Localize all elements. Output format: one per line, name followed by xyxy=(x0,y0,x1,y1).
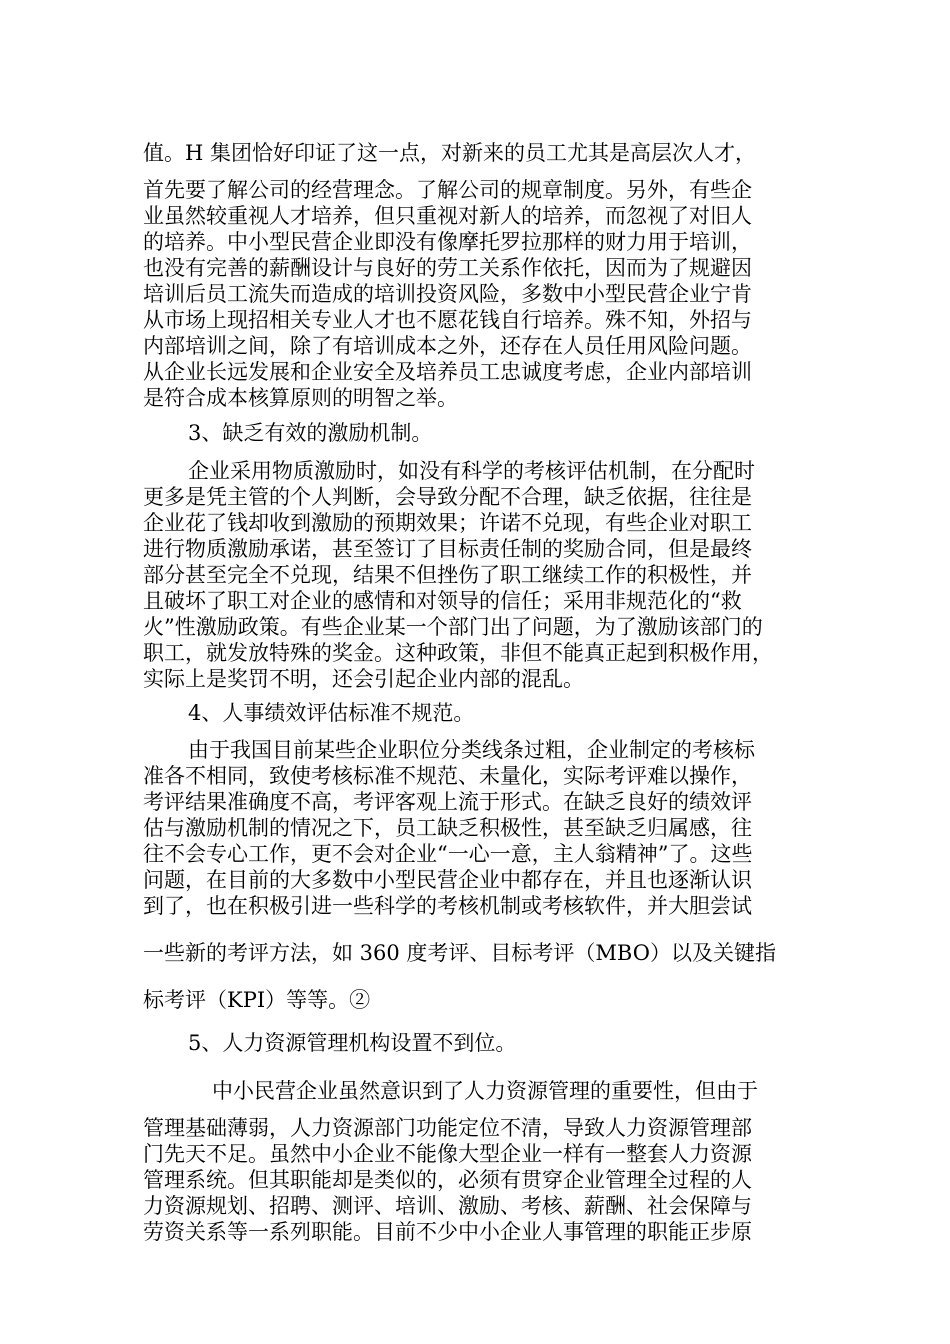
text-line: 估与激励机制的情况之下，员工缺乏积极性，甚至缺乏归属感，往 xyxy=(143,816,752,840)
text-line: 从企业长远发展和企业安全及培养员工忠诚度考虑，企业内部培训 xyxy=(143,360,752,384)
text-line: 管理系统。但其职能却是类似的，必须有贯穿企业管理全过程的人 xyxy=(143,1168,752,1192)
text-line: 更多是凭主管的个人判断，会导致分配不合理，缺乏依据，往往是 xyxy=(143,485,752,509)
text-line: 管理基础薄弱，人力资源部门功能定位不清，导致人力资源管理部 xyxy=(143,1116,752,1140)
text-line: 到了，也在积极引进一些科学的考核机制或考核软件，并大胆尝试 xyxy=(143,894,752,918)
text-line: 业虽然较重视人才培养，但只重视对新人的培养，而忽视了对旧人 xyxy=(143,204,752,228)
text-line: 进行物质激励承诺，甚至签订了目标责任制的奖励合同，但是最终 xyxy=(143,537,752,561)
text-line: 由于我国目前某些企业职位分类线条过粗，企业制定的考核标 xyxy=(188,738,755,762)
text-line: 首先要了解公司的经营理念。了解公司的规章制度。另外，有些企 xyxy=(143,178,752,202)
text-line: 力资源规划、招聘、测评、培训、激励、考核、薪酬、社会保障与 xyxy=(143,1194,752,1218)
section-heading: 3、缺乏有效的激励机制。 xyxy=(188,421,433,445)
text-line: 培训后员工流失而造成的培训投资风险，多数中小型民营企业宁肯 xyxy=(143,282,752,306)
text-line: 是符合成本核算原则的明智之举。 xyxy=(143,386,458,410)
text-line: 准各不相同，致使考核标准不规范、未量化，实际考评难以操作， xyxy=(143,764,752,788)
text-line: 门先天不足。虽然中小企业不能像大型企业一样有一整套人力资源 xyxy=(143,1142,752,1166)
text-line: 考评结果准确度不高，考评客观上流于形式。在缺乏良好的绩效评 xyxy=(143,790,752,814)
text-line: 火”性激励政策。有些企业某一个部门出了问题，为了激励该部门的 xyxy=(143,615,763,639)
text-line: 一些新的考评方法，如 360 度考评、目标考评（MBO）以及关键指 xyxy=(143,941,776,965)
section-heading: 4、人事绩效评估标准不规范。 xyxy=(188,701,475,725)
text-line: 内部培训之间，除了有培训成本之外，还存在人员任用风险问题。 xyxy=(143,334,752,358)
text-line: 从市场上现招相关专业人才也不愿花钱自行培养。殊不知，外招与 xyxy=(143,308,752,332)
text-line: 的培养。中小型民营企业即没有像摩托罗拉那样的财力用于培训， xyxy=(143,230,752,254)
text-line: 也没有完善的薪酬设计与良好的劳工关系作依托，因而为了规避因 xyxy=(143,256,752,280)
text-line: 职工，就发放特殊的奖金。这种政策，非但不能真正起到积极作用， xyxy=(143,641,773,665)
text-line: 中小民营企业虽然意识到了人力资源管理的重要性，但由于 xyxy=(212,1079,758,1103)
section-heading: 5、人力资源管理机构设置不到位。 xyxy=(188,1031,517,1055)
text-line: 往不会专心工作，更不会对企业“一心一意，主人翁精神”了。这些 xyxy=(143,842,753,866)
text-line: 标考评（KPI）等等。② xyxy=(143,988,371,1012)
text-line: 企业采用物质激励时，如没有科学的考核评估机制，在分配时 xyxy=(188,459,755,483)
text-line: 问题，在目前的大多数中小型民营企业中都存在，并且也逐渐认识 xyxy=(143,868,752,892)
text-line: 部分甚至完全不兑现，结果不但挫伤了职工继续工作的积极性，并 xyxy=(143,563,752,587)
text-line: 劳资关系等一系列职能。目前不少中小企业人事管理的职能正步原 xyxy=(143,1220,752,1244)
text-line: 值。H 集团恰好印证了这一点，对新来的员工尤其是高层次人才， xyxy=(143,141,756,165)
text-line: 实际上是奖罚不明，还会引起企业内部的混乱。 xyxy=(143,667,584,691)
text-line: 且破坏了职工对企业的感情和对领导的信任；采用非规范化的“救 xyxy=(143,589,742,613)
text-line: 企业花了钱却收到激励的预期效果；许诺不兑现，有些企业对职工 xyxy=(143,511,752,535)
